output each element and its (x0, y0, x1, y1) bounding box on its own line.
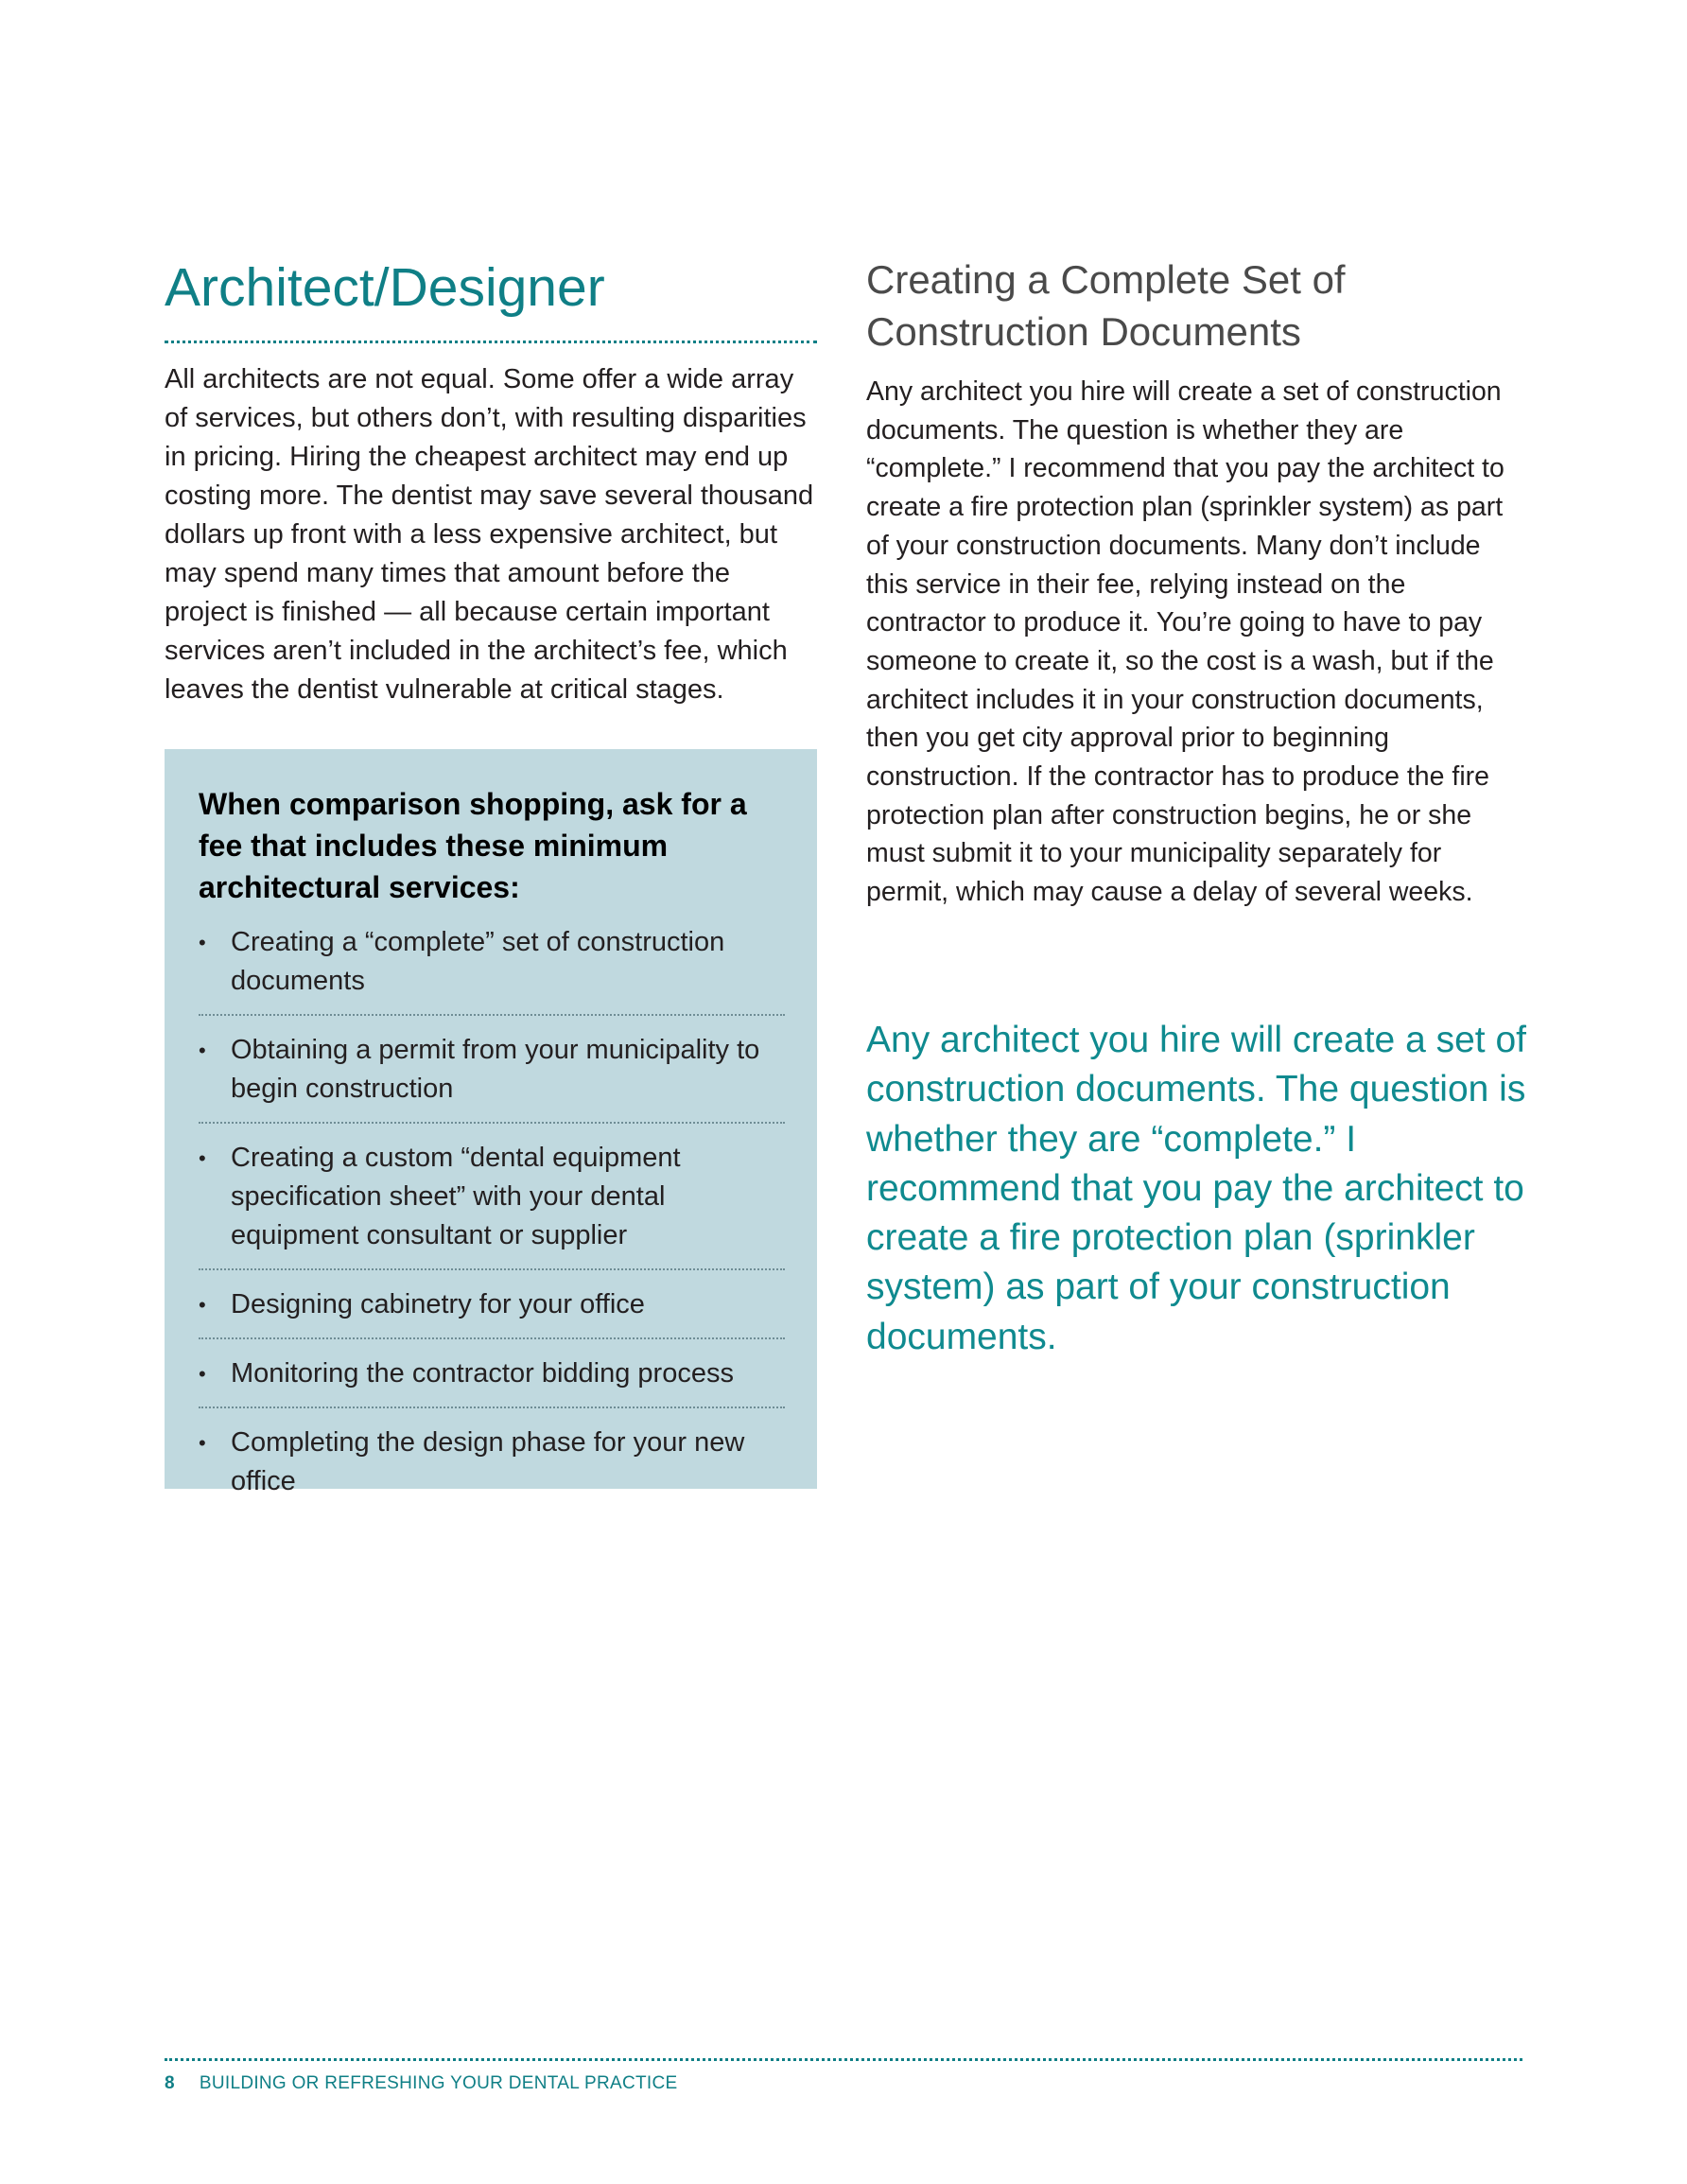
bullet-icon: • (199, 1039, 206, 1062)
bullet-icon: • (199, 1362, 206, 1386)
bullet-icon: • (199, 931, 206, 954)
page-footer (165, 2073, 677, 2094)
publication-title: BUILDING OR REFRESHING YOUR DENTAL PRACTICE (199, 2073, 678, 2093)
list-item-text: Monitoring the contractor bidding process (231, 1358, 734, 1389)
bullet-icon: • (199, 1146, 206, 1170)
section-heading: Architect/Designer (165, 253, 817, 343)
services-callout-box (165, 749, 817, 1496)
intro-paragraph: All architects are not equal. Some offer a wide array of services, but others don’t, with resulting disparities in pricing. Hiring the cheapest architect may end up costing more. The dentist may save several thousand dollars up front with a less expensive architect, but may spend many times that amount before the project is finished — all because certain important services aren’t included in the architect’s fee, which leaves the dentist vulnerable at critical stages. (165, 364, 814, 705)
list-item (199, 1031, 785, 1124)
page-number: 8 (165, 2073, 175, 2093)
services-list (199, 923, 785, 1514)
subsection-heading: Creating a Complete Set of Construction Documents (866, 257, 1346, 354)
list-item (199, 1139, 785, 1270)
list-item-text: Creating a custom “dental equipment specification sheet” with your dental equipment consultant or supplier (231, 1143, 681, 1250)
list-item-text: Obtaining a permit from your municipality to begin construction (231, 1035, 760, 1104)
list-item (199, 1424, 785, 1514)
right-column (866, 253, 1528, 912)
list-item (199, 923, 785, 1016)
left-column (165, 253, 817, 709)
list-item-text: Designing cabinetry for your office (231, 1289, 645, 1319)
body-paragraph: Any architect you hire will create a set of construction documents. The question is whether they are “complete.” I recommend that you pay the architect to create a fire protection plan (sprinkler system) as part of your construction documents. Many don’t include this service in their fee, relying instead on the contractor to produce it. You’re going to have to pay someone to create it, so the cost is a wash, but if the architect includes it in your construction documents, then you get city approval prior to beginning construction. If the contractor has to produce the fire protection plan after construction begins, he or she must submit it to your municipality separately for permit, which may cause a delay of several weeks. (866, 376, 1504, 908)
list-item-text: Creating a “complete” set of construction documents (231, 927, 725, 996)
list-item-text: Completing the design phase for your new office (231, 1427, 745, 1496)
pull-quote: Any architect you hire will create a set of construction documents. The question is whether they are “complete.” I recommend that you pay the architect to create a fire protection plan (sprinkler system) as part of your construction documents. (866, 1020, 1526, 1357)
bullet-icon: • (199, 1431, 206, 1455)
footer-divider (165, 2058, 1522, 2061)
callout-title: When comparison shopping, ask for a fee that includes these minimum architectural services: (199, 787, 747, 904)
list-item (199, 1354, 785, 1408)
bullet-icon: • (199, 1293, 206, 1317)
list-item (199, 1285, 785, 1339)
